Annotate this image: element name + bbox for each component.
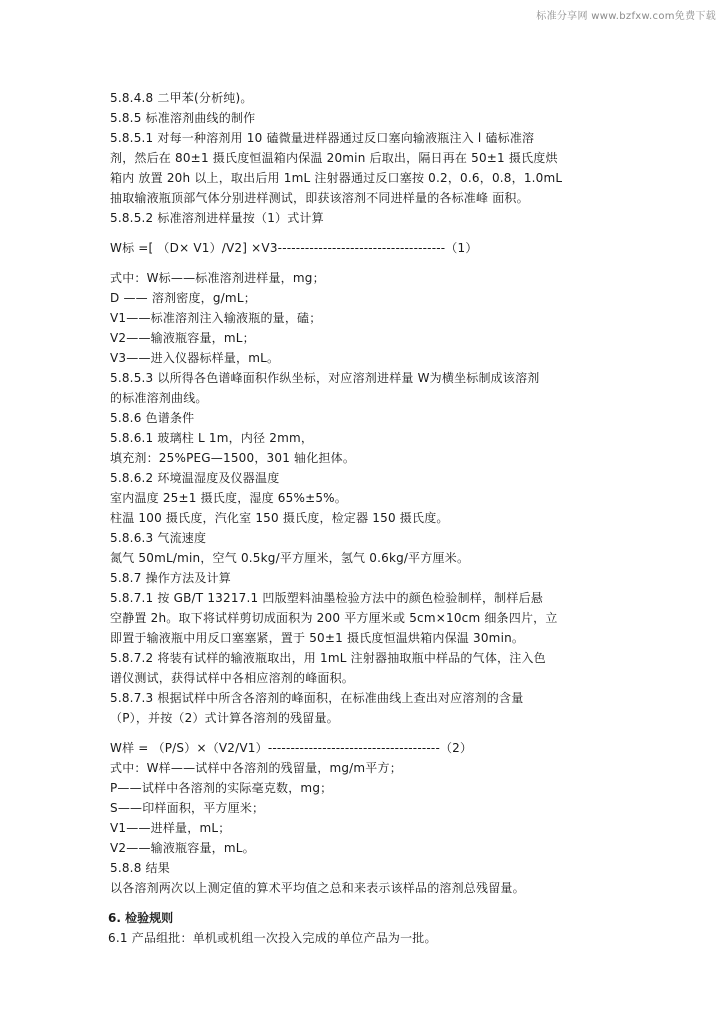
clause-5-8-7-heading: 5.8.7 操作方法及计算 — [110, 571, 231, 585]
clause-5-8-8-heading: 5.8.8 结果 — [110, 861, 170, 875]
formula-2-def-w: 式中：W样——试样中各溶剂的残留量，mg/m平方； — [110, 761, 402, 775]
clause-6-1: 6.1 产品组批：单机或机组一次投入完成的单位产品为一批。 — [108, 931, 437, 945]
formula-2-def-p: P——试样中各溶剂的实际毫克数，mg； — [110, 781, 333, 795]
clause-5-8-6-heading: 5.8.6 色谱条件 — [110, 411, 195, 425]
formula-1-def-w: 式中：W标——标准溶剂进样量，mg； — [110, 271, 325, 285]
formula-2-def-s: S——印样面积，平方厘米； — [110, 801, 265, 815]
formula-2: W样 = （P/S）×（V2/V1）--------------------------------------（2） — [110, 741, 473, 755]
clause-5-8-5-1-line2: 剂，然后在 80±1 摄氏度恒温箱内保温 20min 后取出，隔日再在 50±1 摄氏度烘 — [110, 151, 558, 165]
formula-1-def-d: D —— 溶剂密度，g/mL； — [110, 291, 256, 305]
clause-5-8-5-3-line2: 的标准溶剂曲线。 — [110, 391, 208, 405]
clause-5-8-7-1-line2: 空静置 2h。取下将试样剪切成面积为 200 平方厘米或 5cm×10cm 细条四片，立 — [110, 611, 558, 625]
result-statement: 以各溶剂两次以上测定值的算术平均值之总和来表示该样品的溶剂总残留量。 — [110, 881, 525, 895]
room-conditions: 室内温度 25±1 摄氏度，湿度 65%±5%。 — [110, 491, 347, 505]
clause-5-8-4-8: 5.8.4.8 二甲苯(分析纯)。 — [110, 91, 253, 105]
formula-1-def-v2: V2——输液瓶容量，mL； — [110, 331, 255, 345]
clause-5-8-5-1-line3: 箱内 放置 20h 以上，取出后用 1mL 注射器通过反口塞按 0.2，0.6，0.8，1.0mL — [110, 171, 563, 185]
clause-5-8-6-2: 5.8.6.2 环境温湿度及仪器温度 — [110, 471, 280, 485]
clause-5-8-7-1-line1: 5.8.7.1 按 GB/T 13217.1 凹版塑料油墨检验方法中的颜色检验制样，制样后悬 — [110, 591, 543, 605]
clause-5-8-5-1-line4: 抽取输液瓶顶部气体分别进样测试，即获该溶剂不同进样量的各标准峰 面积。 — [110, 191, 529, 205]
clause-5-8-5-3-line1: 5.8.5.3 以所得各色谱峰面积作纵坐标，对应溶剂进样量 W为横坐标制成该溶剂 — [110, 371, 540, 385]
clause-5-8-5-1-line1: 5.8.5.1 对每一种溶剂用 10 磕微量进样器通过反口塞向输液瓶注入 l 磕标准溶 — [110, 131, 535, 145]
gas-flow-rates: 氮气 50mL/min，空气 0.5kg/平方厘米，氢气 0.6kg/平方厘米。 — [110, 551, 470, 565]
site-watermark: 标准分享网 www.bzfxw.com免费下载 — [536, 11, 716, 22]
formula-1: W标 =[ （D× V1）/V2] ×V3-------------------------------------（1） — [110, 241, 478, 255]
formula-2-def-v1: V1——进样量，mL； — [110, 821, 231, 835]
clause-5-8-7-2-line2: 谱仪测试，获得试样中各相应溶剂的峰面积。 — [110, 671, 355, 685]
clause-5-8-5-2: 5.8.5.2 标准溶剂进样量按（1）式计算 — [110, 211, 324, 225]
formula-1-def-v3: V3——进入仪器标样量，mL。 — [110, 351, 280, 365]
clause-5-8-7-2-line1: 5.8.7.2 将装有试样的输液瓶取出，用 1mL 注射器抽取瓶中样品的气体，注入色 — [110, 651, 546, 665]
clause-5-8-6-3: 5.8.6.3 气流速度 — [110, 531, 207, 545]
clause-5-8-5-heading: 5.8.5 标准溶剂曲线的制作 — [110, 111, 256, 125]
filler-spec: 填充剂：25%PEG—1500，301 轴化担体。 — [110, 451, 356, 465]
document-body — [110, 88, 630, 948]
instrument-temperatures: 柱温 100 摄氏度，汽化室 150 摄氏度，检定器 150 摄氏度。 — [110, 511, 449, 525]
clause-5-8-7-1-line3: 即置于输液瓶中用反口塞塞紧，置于 50±1 摄氏度恒温烘箱内保温 30min。 — [110, 631, 525, 645]
formula-1-def-v1: V1——标准溶剂注入输液瓶的量，磕； — [110, 311, 322, 325]
formula-2-def-v2: V2——输液瓶容量，mL。 — [110, 841, 255, 855]
clause-5-8-7-3-line2: （P），并按（2）式计算各溶剂的残留量。 — [110, 711, 339, 725]
section-6-heading: 6. 检验规则 — [108, 911, 174, 925]
clause-5-8-6-1: 5.8.6.1 玻璃柱 L 1m，内径 2mm， — [110, 431, 314, 445]
clause-5-8-7-3-line1: 5.8.7.3 根据试样中所含各溶剂的峰面积，在标准曲线上查出对应溶剂的含量 — [110, 691, 524, 705]
